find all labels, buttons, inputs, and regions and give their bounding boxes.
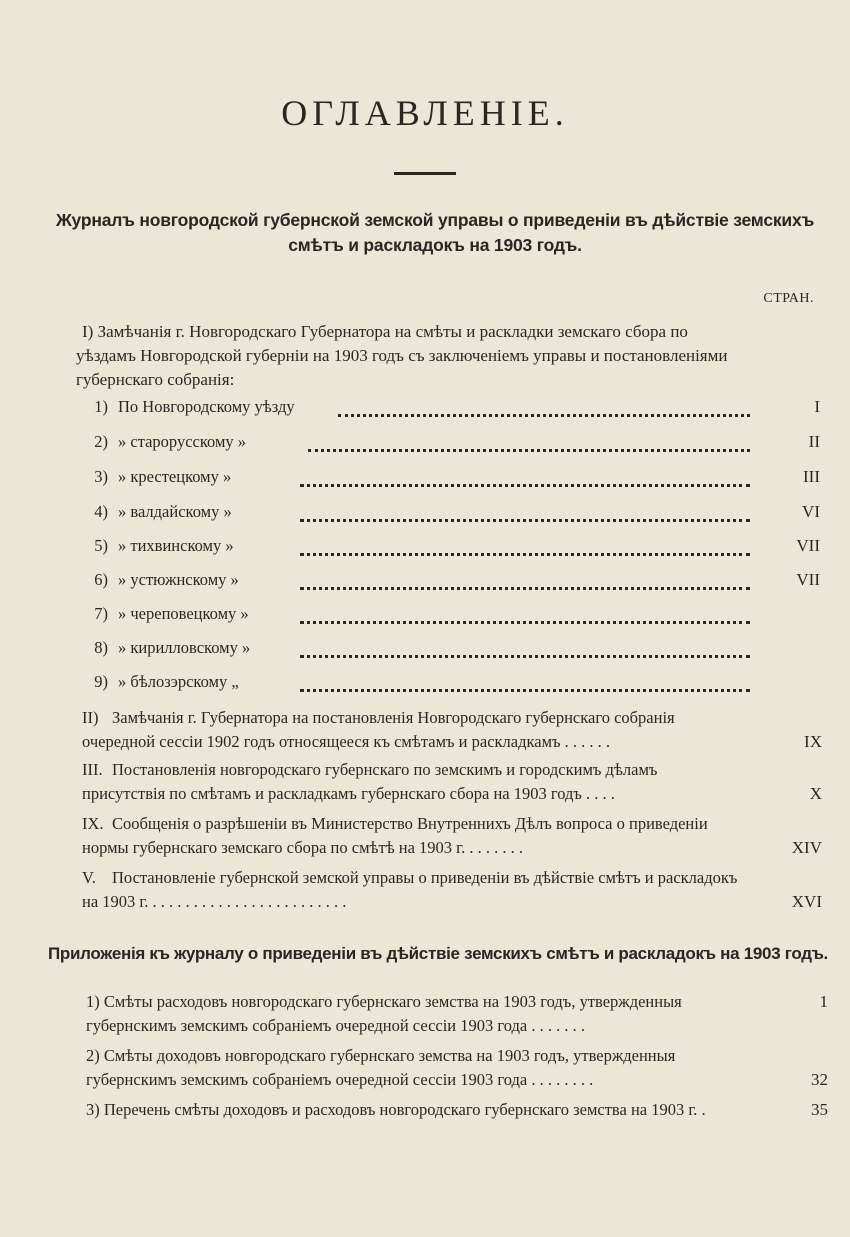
toc-row (78, 536, 820, 562)
toc-row-page: III (803, 467, 820, 486)
section-text: Сообщенія о разрѣшеніи въ Министерство Внутреннихъ Дѣлъ вопроса о приведеніи нормы губернскаго земскаго сбора по смѣтѣ на 1903 г. . . . . . . . (82, 814, 708, 857)
toc-row-number: 7) (94, 604, 108, 623)
toc-section (82, 706, 822, 754)
section-mark: III. (82, 760, 103, 779)
dot-leader (300, 651, 750, 658)
appendix-item-page: 32 (811, 1070, 828, 1089)
toc-section (82, 866, 822, 914)
section-page: XIV (791, 838, 822, 857)
toc-row (78, 570, 820, 596)
appendix-item (86, 1098, 828, 1122)
toc-row-number: 8) (94, 638, 108, 657)
toc-row-page: I (814, 397, 820, 416)
toc-row-text: » устюжнскому » (118, 570, 239, 589)
appendix-item-text: 3) Перечень смѣты доходовъ и расходовъ новгородскаго губернскаго земства на 1903 г. . (86, 1100, 706, 1119)
toc-row-number: 9) (94, 672, 108, 691)
toc-row-text: » кирилловскому » (118, 638, 251, 657)
toc-row (78, 467, 820, 493)
toc-row-text: » череповецкому » (118, 604, 249, 623)
toc-row (78, 432, 820, 458)
dot-leader (338, 410, 750, 417)
toc-row-number: 4) (94, 502, 108, 521)
dot-leader (300, 617, 750, 624)
appendix-item-text: 2) Смѣты доходовъ новгородскаго губернскаго земства на 1903 годъ, утвержденныя губернскимъ земскимъ собраніемъ очередной сессіи 1903 года . . . . . . . . (86, 1046, 676, 1089)
appendix-heading: Приложенія къ журналу о приведеніи въ дѣйствіе земскихъ смѣтъ и раскладокъ на 1903 годъ. (48, 944, 828, 963)
appendix-item-page: 1 (819, 992, 828, 1011)
toc-row-page: VI (802, 502, 820, 521)
dot-leader (300, 549, 750, 556)
appendix-item-page: 35 (811, 1100, 828, 1119)
toc-row (78, 638, 820, 664)
section-text: Замѣчанія г. Губернатора на постановленія Новгородскаго губернскаго собранія очередной сессіи 1902 годъ относящееся къ смѣтамъ и раскладкамъ . . . . . . (82, 708, 675, 751)
dot-leader (308, 445, 750, 452)
section-1-intro (76, 320, 741, 392)
section-text: Постановленія новгородскаго губернскаго по земскимъ и городскимъ дѣламъ присутствія по смѣтамъ и раскладкамъ губернскаго сбора на 1903 годъ . . . . (82, 760, 658, 803)
toc-row (78, 604, 820, 630)
section-mark: V. (82, 868, 96, 887)
section-page: X (809, 784, 822, 803)
dot-leader (300, 583, 750, 590)
appendix-item (86, 990, 828, 1038)
title-divider (394, 172, 456, 175)
toc-row-text: » старорусскому » (118, 432, 247, 451)
toc-row-page: II (808, 432, 820, 451)
toc-row-number: 5) (94, 536, 108, 555)
page-title: ОГЛАВЛЕНІЕ. (281, 93, 569, 133)
section-mark: II) (82, 708, 99, 727)
toc-row-text: » бѣлозэрскому „ (118, 672, 239, 691)
section-1-intro-text: I) Замѣчанія г. Новгородскаго Губернатора на смѣты и раскладки земскаго сбора по уѣздамъ Новгородской губерніи на 1903 годъ съ заключеніемъ управы и постановленіями губернскаго собранія: (76, 322, 728, 389)
dot-leader (300, 515, 750, 522)
section-mark: IX. (82, 814, 104, 833)
toc-row-text: По Новгородскому уѣзду (118, 397, 295, 416)
toc-row-text: » тихвинскому » (118, 536, 234, 555)
toc-row (78, 502, 820, 528)
toc-row-text: » крестецкому » (118, 467, 232, 486)
dot-leader (300, 685, 750, 692)
dot-leader (300, 480, 750, 487)
section-page: XVI (791, 892, 822, 911)
toc-row-text: » валдайскому » (118, 502, 232, 521)
toc-row-number: 1) (94, 397, 108, 416)
toc-row-page: VII (796, 570, 820, 589)
toc-row-page: VII (796, 536, 820, 555)
page-column-label: СТРАН. (763, 291, 814, 306)
section-page: IX (804, 732, 822, 751)
section-text: Постановленіе губернской земской управы о приведеніи въ дѣйствіе смѣтъ и раскладокъ на 1903 г. . . . . . . . . . . . . . . . . . . . . . . . . (82, 868, 738, 911)
toc-row (78, 672, 820, 698)
appendix-item (86, 1044, 828, 1092)
toc-section (82, 812, 822, 860)
journal-heading: Журналъ новгородской губернской земской управы о приведеніи въ дѣйствіе земскихъ смѣтъ и раскладокъ на 1903 годъ. (55, 210, 815, 255)
toc-section (82, 758, 822, 806)
appendix-item-text: 1) Смѣты расходовъ новгородскаго губернскаго земства на 1903 годъ, утвержденныя губернскимъ земскимъ собраніемъ очередной сессіи 1903 года . . . . . . . (86, 992, 682, 1035)
toc-row-number: 2) (94, 432, 108, 451)
toc-row-number: 6) (94, 570, 108, 589)
toc-row-number: 3) (94, 467, 108, 486)
toc-row (78, 397, 820, 423)
